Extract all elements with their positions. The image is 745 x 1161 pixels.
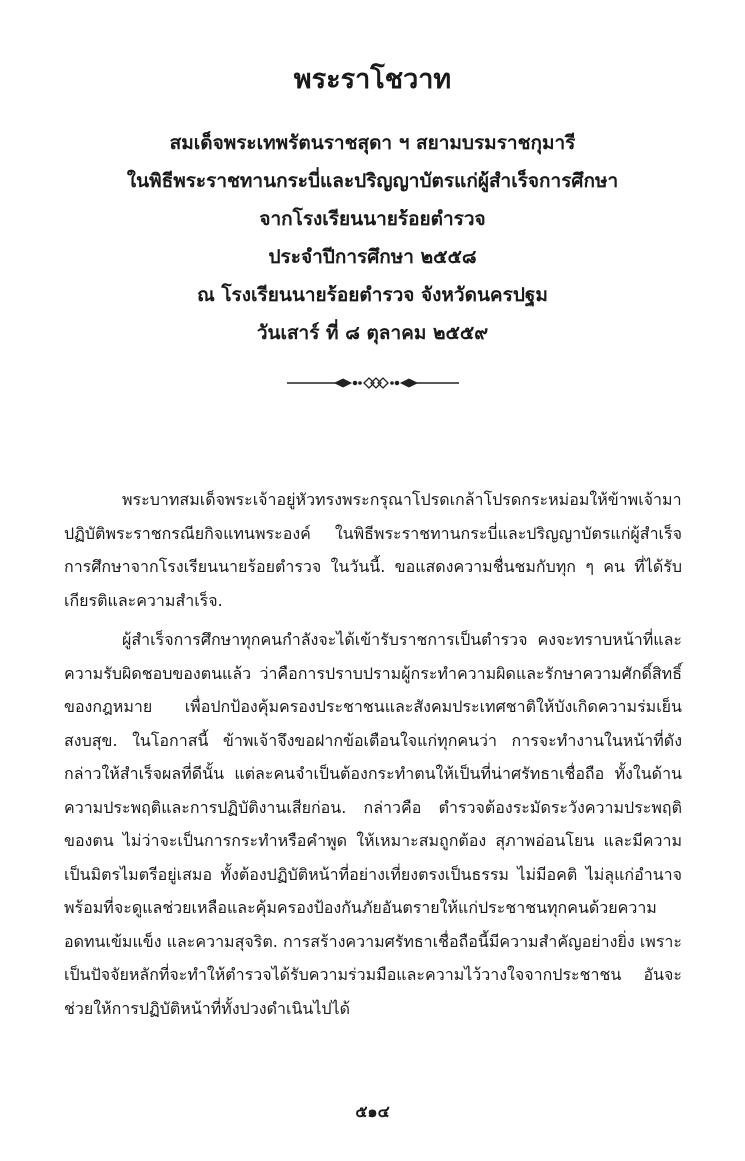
page-number: ๕๑๔ xyxy=(355,1102,390,1121)
header-line: ในพิธีพระราชทานกระบี่และปริญญาบัตรแก่ผู้สำเร็จการศึกษา xyxy=(126,170,619,192)
page-title: พระราโชวาท xyxy=(293,64,452,95)
header-line: จากโรงเรียนนายร้อยตำรวจ xyxy=(259,208,486,230)
header-line: ประจำปีการศึกษา ๒๕๕๘ xyxy=(268,246,477,268)
header-line: ณ โรงเรียนนายร้อยตำรวจ จังหวัดนครปฐม xyxy=(197,284,548,306)
paragraph: ผู้สำเร็จการศึกษาทุกคนกำลังจะได้เข้ารับราชการเป็นตำรวจ คงจะทราบหน้าที่และความรับผิดชอบของตนแล้ว ว่าคือการปราบปรามผู้กระทำความผิดและรักษาความศักดิ์สิทธิ์ของกฎหมาย เพื่อปกป้องคุ้มครองประชาชนและสังคมประเทศชาติให้บังเกิดความร่มเย็นสงบสุข. ในโอกาสนี้ ข้าพเจ้าจึงขอฝากข้อเตือนใจแก่ทุกคนว่า การจะทำงานในหน้าที่ดังกล่าวให้สำเร็จผลที่ดีนั้น แต่ละคนจำเป็นต้องกระทำตนให้เป็นที่น่าศรัทธาเชื่อถือ ทั้งในด้านความประพฤติและการปฏิบัติงานเสียก่อน. กล่าวคือ ตำรวจต้องระมัดระวังความประพฤติของตน ไม่ว่าจะเป็นการกระทำหรือคำพูด ให้เหมาะสมถูกต้อง สุภาพอ่อนโยน และมีความเป็นมิตรไมตรีอยู่เสมอ ทั้งต้องปฏิบัติหน้าที่อย่างเที่ยงตรงเป็นธรรม ไม่มีอคติ ไม่ลุแก่อำนาจพร้อมที่จะดูแลช่วยเหลือและคุ้มครองป้องกันภัยอันตรายให้แก่ประชาชนทุกคนด้วยความอดทนเข้มแข็ง และความสุจริต. การสร้างความศรัทธาเชื่อถือนี้มีความสำคัญอย่างยิ่ง เพราะเป็นปัจจัยหลักที่จะทำให้ตำรวจได้รับความร่วมมือและความไว้วางใจจากประชาชน อันจะช่วยให้การปฏิบัติหน้าที่ทั้งปวงดำเนินไปได้ xyxy=(64,630,682,1018)
speech-body xyxy=(64,483,682,1031)
decorative-divider-icon xyxy=(285,372,461,394)
speech-header xyxy=(0,124,745,352)
header-line: สมเด็จพระเทพรัตนราชสุดา ฯ สยามบรมราชกุมารี xyxy=(169,132,576,154)
paragraph: พระบาทสมเด็จพระเจ้าอยู่หัวทรงพระกรุณาโปรดเกล้าโปรดกระหม่อมให้ข้าพเจ้ามาปฏิบัติพระราชกรณียกิจแทนพระองค์ ในพิธีพระราชทานกระบี่และปริญญาบัตรแก่ผู้สำเร็จการศึกษาจากโรงเรียนนายร้อยตำรวจ ในวันนี้. ขอแสดงความชื่นชมกับทุก ๆ คน ที่ได้รับเกียรติและความสำเร็จ. xyxy=(64,490,683,610)
header-line: วันเสาร์ ที่ ๘ ตุลาคม ๒๕๕๙ xyxy=(256,322,489,344)
